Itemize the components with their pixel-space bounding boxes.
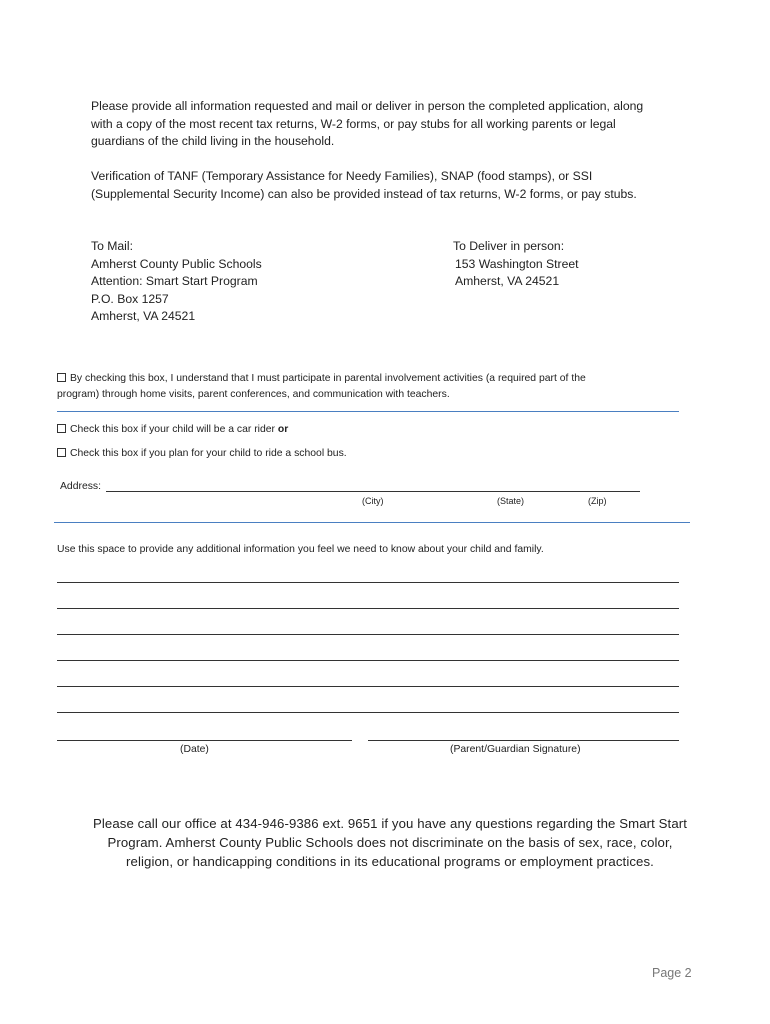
involvement-check [57,371,707,403]
mail-line: Attention: Smart Start Program [91,274,258,289]
signature-label: (Parent/Guardian Signature) [450,744,581,755]
deliver-line: 153 Washington Street [455,256,579,271]
deliver-address-block [453,238,579,291]
additional-info-line[interactable] [57,582,679,583]
intro-line: Verification of TANF (Temporary Assistance for Needy Families), SNAP (food stamps), or SSI [91,169,593,183]
footer-line: Please call our office at 434-946-9386 ext. 9651 if you have any questions regarding the Smart Start [92,816,688,831]
school-bus-checkbox[interactable] [57,448,66,457]
address-field[interactable] [106,491,640,492]
additional-info-line[interactable] [57,608,679,609]
additional-info-prompt: Use this space to provide any additional information you feel we need to know about your child and family. [57,544,544,555]
involvement-text: By checking this box, I understand that I must participate in parental involvement activities (a required part of the [70,373,586,384]
deliver-line: Amherst, VA 24521 [455,274,560,289]
deliver-heading: To Deliver in person: [453,239,565,253]
car-rider-check [57,422,288,438]
divider-1 [57,411,679,412]
mail-heading: To Mail: [91,239,133,253]
car-rider-text: Check this box if your child will be a car rider [70,424,276,435]
intro-paragraph-2 [91,168,731,203]
divider-2 [54,522,690,523]
additional-info-line[interactable] [57,686,679,687]
date-label: (Date) [180,744,209,755]
school-bus-check [57,446,347,462]
address-label: Address: [60,481,102,492]
additional-info-line[interactable] [57,712,679,713]
intro-line: with a copy of the most recent tax returns, W-2 forms, or pay stubs for all working parents or legal [91,116,616,131]
mail-line: P.O. Box 1257 [91,291,169,306]
page-number: Page 2 [652,966,692,980]
additional-info-line[interactable] [57,660,679,661]
address-city-label: (City) [362,496,384,506]
intro-line: guardians of the child living in the household. [91,134,335,149]
school-bus-text: Check this box if you plan for your child to ride a school bus. [70,448,347,459]
signature-field[interactable] [368,740,679,741]
footer-notice [40,814,740,871]
mail-line: Amherst County Public Schools [91,256,262,271]
car-rider-checkbox[interactable] [57,424,66,433]
address-state-label: (State) [497,496,525,506]
address-zip-label: (Zip) [588,496,607,506]
mail-address-block [91,238,262,326]
footer-line: religion, or handicapping conditions in its educational programs or employment practices. [126,854,654,869]
mail-line: Amherst, VA 24521 [91,309,196,324]
footer-line: Program. Amherst County Public Schools does not discriminate on the basis of sex, race, color, [107,835,673,850]
involvement-text-2: program) through home visits, parent conferences, and communication with teachers. [57,389,450,400]
intro-paragraph-1 [91,98,731,151]
date-field[interactable] [57,740,352,741]
car-rider-or: or [277,424,289,435]
intro-line: Please provide all information requested and mail or deliver in person the completed application, along [91,99,644,113]
intro-line: (Supplemental Security Income) can also be provided instead of tax returns, W-2 forms, or pay stubs. [91,186,637,201]
involvement-checkbox[interactable] [57,373,66,382]
additional-info-line[interactable] [57,634,679,635]
